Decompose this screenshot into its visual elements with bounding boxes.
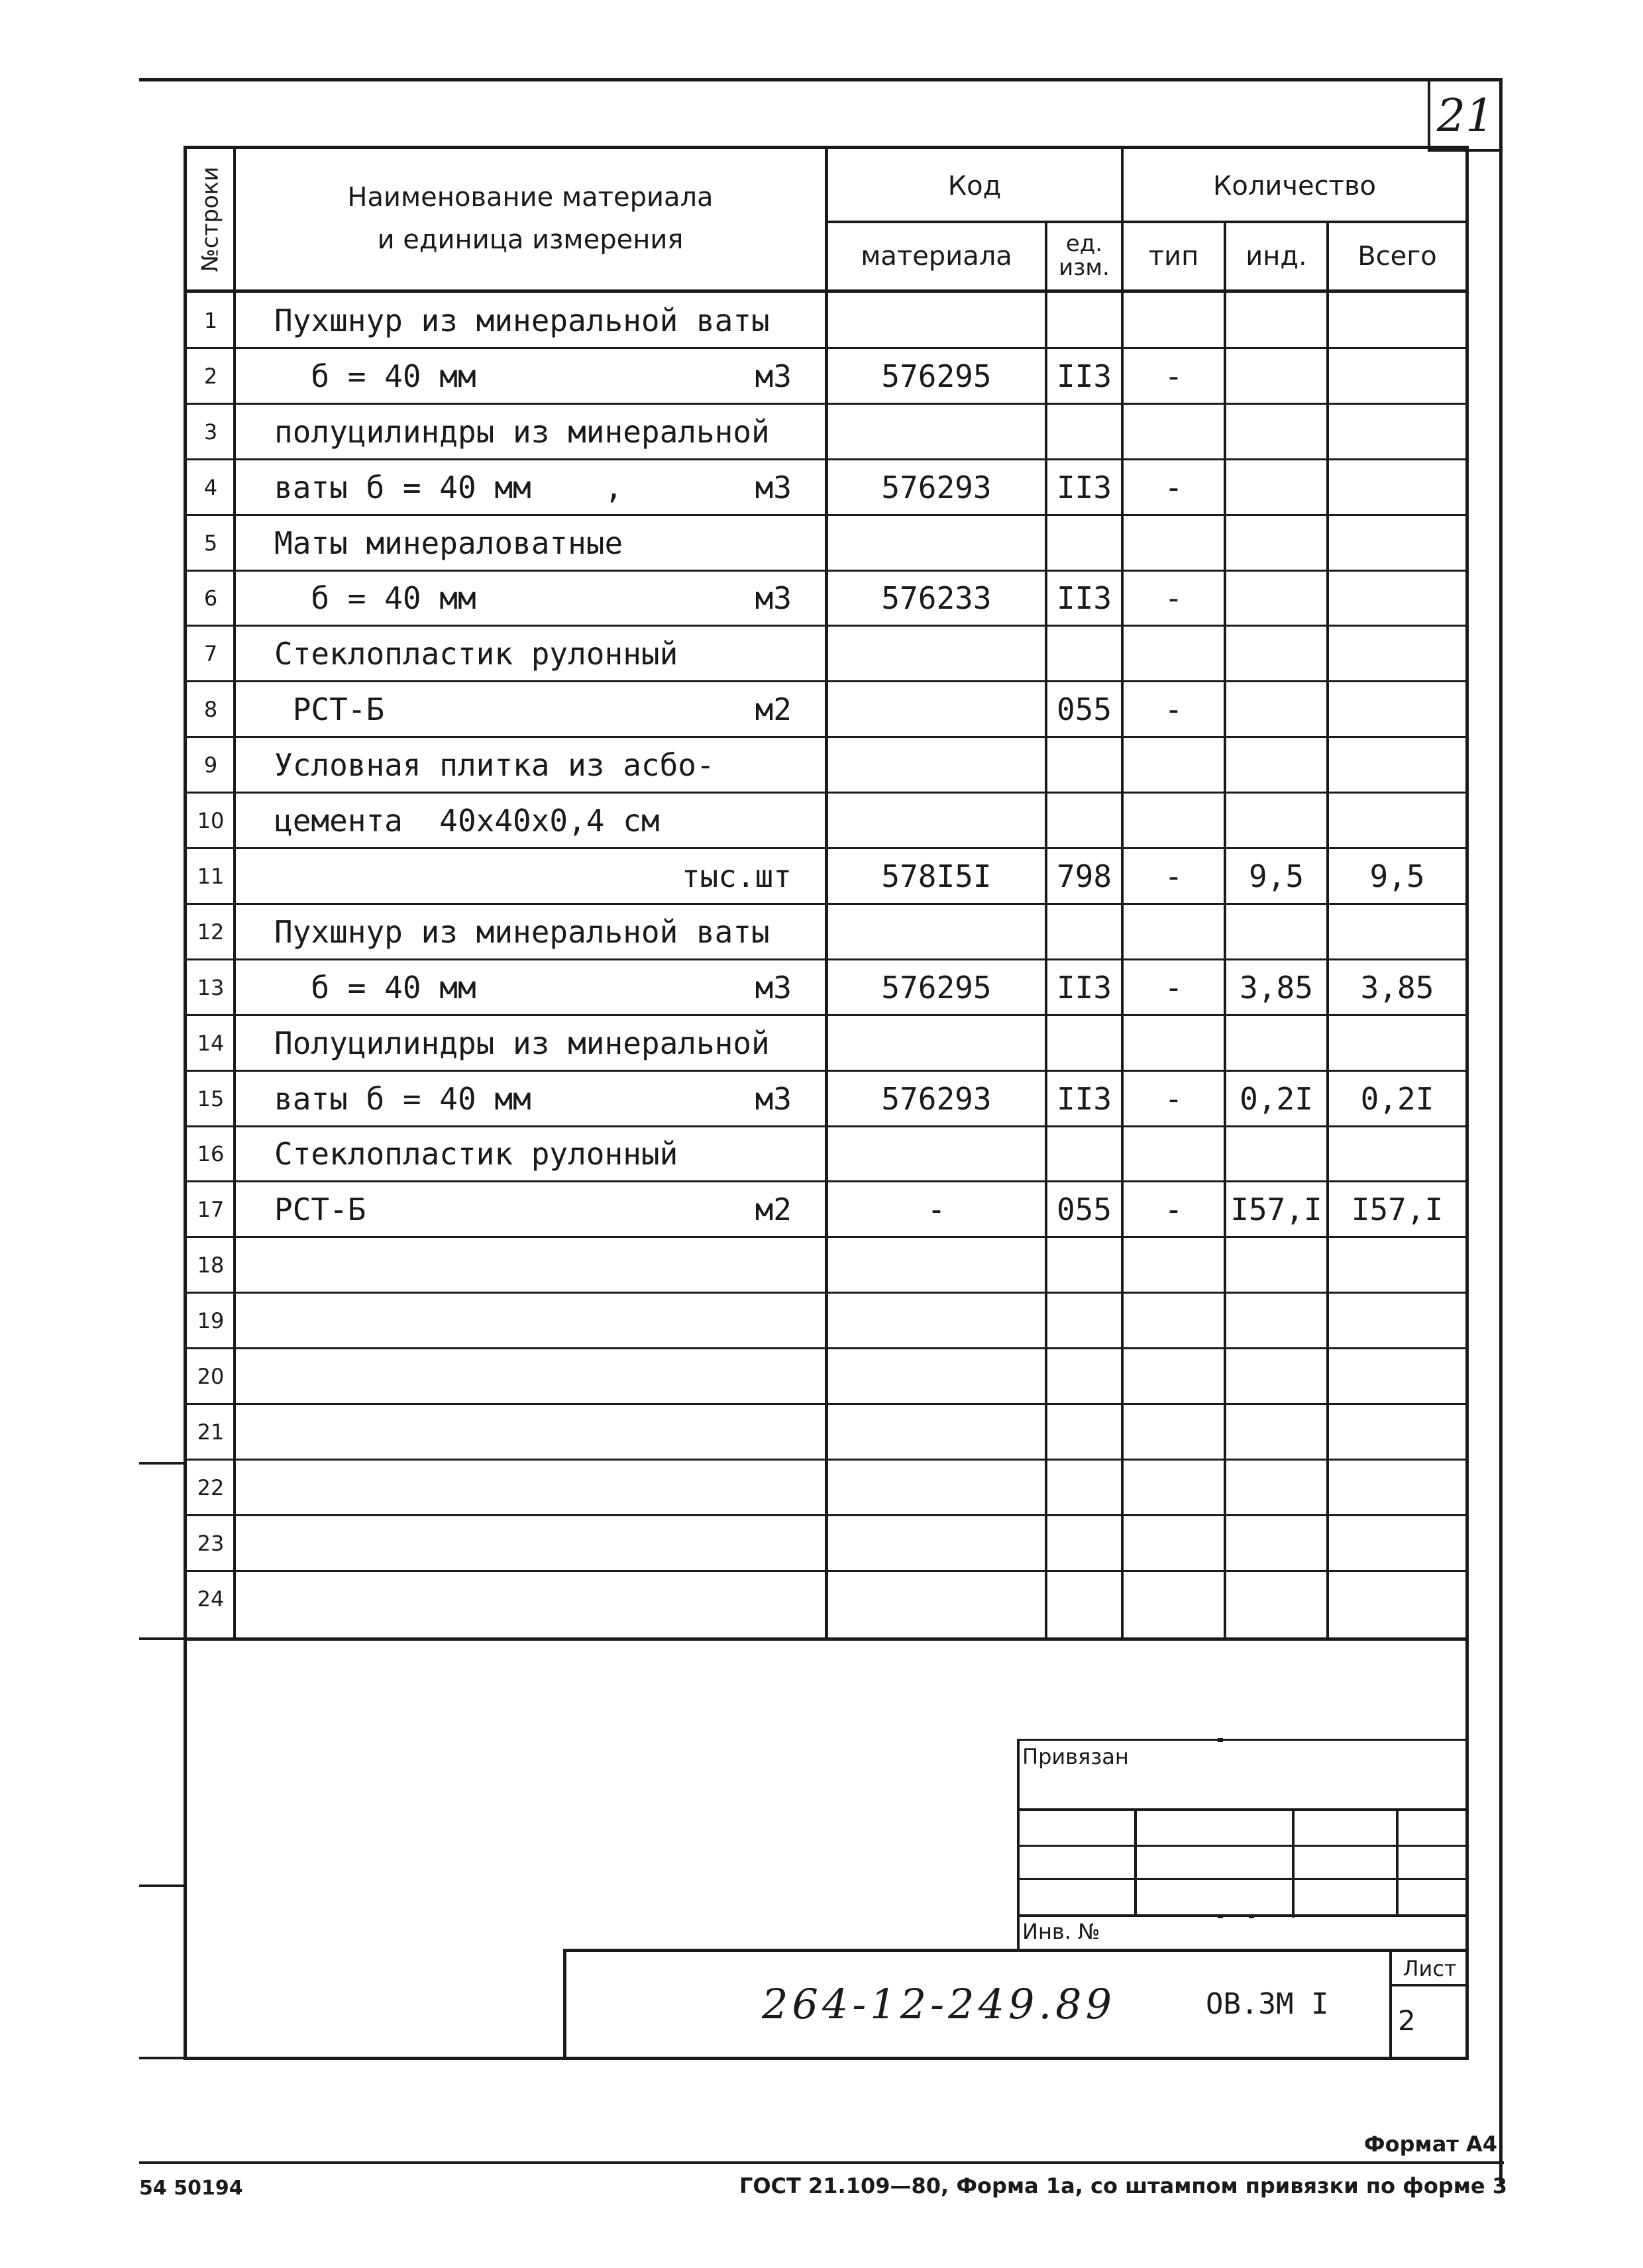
stamp-bottom-line (184, 2057, 1469, 2060)
unit-code (1047, 404, 1121, 460)
qty-ind (1226, 404, 1326, 460)
qty-ind (1226, 1349, 1326, 1404)
material-unit (662, 904, 792, 960)
unit-code (1047, 1460, 1121, 1516)
unit-code (1047, 1349, 1121, 1404)
format-label: Формат А4 (1363, 2132, 1497, 2157)
qty-ind (1226, 904, 1326, 960)
unit-code: 798 (1056, 858, 1112, 894)
qty-total (1329, 515, 1465, 571)
qty-type (1124, 793, 1224, 849)
qty-ind (1226, 1460, 1326, 1516)
qty-type: - (1164, 580, 1183, 617)
material-code (828, 1571, 1045, 1627)
qty-ind (1226, 626, 1326, 682)
qty-type (1124, 737, 1224, 793)
unit-code: 055 (1056, 1192, 1112, 1228)
material-code: 576293 (881, 469, 992, 505)
unit-code (1047, 1571, 1121, 1627)
unit-code: II3 (1056, 358, 1112, 394)
qty-type (1124, 1349, 1224, 1404)
unit-code (1047, 1127, 1121, 1182)
row-number: 8 (203, 697, 218, 723)
qty-ind (1226, 1404, 1326, 1460)
material-code (828, 1293, 1045, 1349)
qty-total (1329, 1571, 1465, 1627)
unit-code (1047, 737, 1121, 793)
material-unit: м2 (755, 692, 792, 728)
material-name: б = 40 мм (274, 969, 476, 1005)
unit-code (1047, 1293, 1121, 1349)
qty-type (1124, 626, 1224, 682)
privyazan-top (1017, 1739, 1467, 1741)
qty-total (1329, 1516, 1465, 1571)
list-mid-line (1389, 1984, 1467, 1986)
document-code: ОВ.ЗМ I (1206, 1986, 1329, 2021)
qty-ind: 9,5 (1248, 858, 1304, 894)
material-code (828, 737, 1045, 793)
material-code (828, 293, 1045, 348)
material-code: 578I5I (881, 858, 992, 894)
material-code (828, 1237, 1045, 1293)
material-unit (662, 1015, 792, 1071)
material-unit: м3 (755, 358, 792, 394)
qty-ind (1226, 682, 1326, 737)
row-number: 4 (203, 474, 218, 500)
material-code: 576295 (881, 969, 992, 1005)
header-name-line2: и единица измерения (377, 225, 684, 255)
qty-total (1329, 682, 1465, 737)
material-code (828, 904, 1045, 960)
margin-tick-4 (139, 2057, 186, 2059)
material-name: б = 40 мм (274, 358, 476, 394)
qty-type: - (1164, 469, 1183, 505)
docnum-top (563, 1949, 1467, 1952)
material-unit: м3 (755, 969, 792, 1005)
material-name: цемента 40х40х0,4 см (274, 803, 660, 839)
material-unit (662, 1237, 792, 1293)
qty-type (1124, 1127, 1224, 1182)
row-number: 17 (197, 1197, 225, 1223)
row-number: 23 (197, 1530, 225, 1556)
material-name: Пухшнур из минеральной ваты (274, 302, 770, 338)
header-code-material: материала (861, 241, 1012, 272)
material-unit (662, 1571, 792, 1627)
material-name: Маты минераловатные (274, 525, 623, 561)
unit-code: II3 (1056, 469, 1112, 505)
header-name-col (236, 166, 825, 272)
qty-total (1329, 404, 1465, 460)
material-unit: м2 (755, 1192, 792, 1228)
qty-type (1124, 904, 1224, 960)
row-number: 21 (197, 1419, 225, 1445)
material-name: Пухшнур из минеральной ваты (274, 913, 770, 950)
material-code (828, 682, 1045, 737)
qty-type (1124, 404, 1224, 460)
qty-total (1329, 737, 1465, 793)
unit-code (1047, 1015, 1121, 1071)
qty-total: 9,5 (1369, 858, 1425, 894)
qty-total (1329, 1404, 1465, 1460)
privyazan-line-1 (1017, 1808, 1467, 1811)
top-border-line (139, 78, 1501, 81)
qty-total (1329, 793, 1465, 849)
unit-code (1047, 293, 1121, 348)
header-qty-total: Всего (1357, 241, 1437, 272)
qty-type (1124, 1460, 1224, 1516)
row-number: 20 (197, 1364, 225, 1390)
material-unit: м3 (755, 580, 792, 617)
row-number: 11 (197, 863, 225, 889)
unit-code (1047, 1404, 1121, 1460)
footer-line (139, 2161, 1504, 2164)
header-code-unit: ед. изм. (1059, 231, 1110, 281)
material-unit (662, 404, 792, 460)
qty-total (1329, 1015, 1465, 1071)
header-code: Код (947, 170, 1002, 201)
unit-code (1047, 515, 1121, 571)
material-code (828, 1127, 1045, 1182)
material-code: 576233 (881, 580, 992, 617)
material-unit (662, 1349, 792, 1404)
dash-mark-1 (1218, 1738, 1223, 1742)
material-code (828, 1404, 1045, 1460)
material-code (828, 515, 1045, 571)
qty-type (1124, 515, 1224, 571)
qty-ind (1226, 1293, 1326, 1349)
material-unit (662, 793, 792, 849)
qty-ind (1226, 1015, 1326, 1071)
dash-mark-2 (1218, 1914, 1223, 1918)
row-number: 13 (197, 974, 225, 1000)
gost-caption: ГОСТ 21.109—80, Форма 1а, со штампом привязки по форме 3 (739, 2173, 1507, 2198)
privyazan-line-4 (1017, 1914, 1467, 1917)
material-name: Стеклопластик рулонный (274, 636, 678, 672)
unit-code (1047, 904, 1121, 960)
qty-total (1329, 293, 1465, 348)
document-number: 264-12-249.89 (762, 1979, 1116, 2028)
qty-type: - (1164, 1192, 1183, 1228)
qty-total (1329, 348, 1465, 404)
qty-type (1124, 1516, 1224, 1571)
privyazan-col-3 (1396, 1808, 1399, 1914)
row-number: 2 (203, 363, 218, 389)
material-unit (662, 737, 792, 793)
material-name: Условная плитка из асбо- (274, 747, 715, 784)
row-number: 18 (197, 1253, 225, 1278)
header-qty-type: тип (1148, 241, 1199, 272)
material-code (828, 404, 1045, 460)
archive-number: 54 50194 (139, 2176, 243, 2200)
qty-ind (1226, 348, 1326, 404)
qty-total (1329, 1237, 1465, 1293)
material-name: ваты б = 40 мм , (274, 469, 623, 505)
material-unit (662, 1127, 792, 1182)
list-value: 2 (1398, 2004, 1416, 2037)
qty-type (1124, 1404, 1224, 1460)
qty-total (1329, 626, 1465, 682)
qty-ind: 0,2I (1240, 1080, 1313, 1117)
unit-code: II3 (1056, 580, 1112, 617)
material-code (828, 1460, 1045, 1516)
qty-ind (1226, 1237, 1326, 1293)
qty-type (1124, 1293, 1224, 1349)
material-unit (662, 1460, 792, 1516)
privyazan-col-2 (1292, 1808, 1295, 1918)
material-code (828, 1516, 1045, 1571)
margin-tick-1 (139, 1462, 186, 1465)
material-code: 576293 (881, 1080, 992, 1117)
privyazan-line-2 (1017, 1845, 1467, 1847)
qty-total (1329, 1460, 1465, 1516)
unit-code (1047, 1237, 1121, 1293)
docnum-left (563, 1951, 566, 2059)
qty-ind (1226, 1127, 1326, 1182)
qty-ind: I57,I (1230, 1192, 1322, 1228)
material-unit (662, 626, 792, 682)
margin-tick-3 (139, 1884, 186, 1887)
qty-type: - (1164, 1080, 1183, 1117)
qty-ind (1226, 515, 1326, 571)
qty-type (1124, 1237, 1224, 1293)
row-number: 15 (197, 1086, 225, 1111)
unit-code (1047, 1516, 1121, 1571)
qty-ind (1226, 460, 1326, 515)
qty-type: - (1164, 358, 1183, 394)
sheet-number: 21 (1436, 89, 1495, 142)
list-label: Лист (1403, 1956, 1457, 1981)
row-number: 10 (197, 808, 225, 834)
privyazan-label: Привязан (1022, 1744, 1129, 1769)
material-name: полуцилиндры из минеральной (274, 413, 770, 450)
qty-total: 0,2I (1360, 1080, 1434, 1117)
right-outer-border (1499, 78, 1503, 2185)
material-unit: м3 (755, 1080, 792, 1117)
material-unit (662, 1293, 792, 1349)
material-code (828, 1349, 1045, 1404)
material-code (828, 793, 1045, 849)
row-number: 16 (197, 1141, 225, 1167)
dash-mark-3 (1249, 1914, 1254, 1918)
qty-total: I57,I (1351, 1192, 1444, 1228)
inv-no-label: Инв. № (1022, 1919, 1100, 1944)
material-unit (662, 293, 792, 348)
privyazan-col-1 (1134, 1808, 1137, 1916)
material-unit (662, 1516, 792, 1571)
qty-total (1329, 571, 1465, 627)
row-number: 9 (203, 752, 218, 778)
row-number: 3 (203, 419, 218, 444)
material-name: ваты б = 40 мм (274, 1080, 531, 1117)
material-name: Полуцилиндры из минеральной (274, 1025, 770, 1061)
qty-total: 3,85 (1360, 969, 1434, 1005)
material-name: РСТ-Б (274, 692, 385, 728)
row-number: 19 (197, 1308, 225, 1334)
material-unit (662, 515, 792, 571)
unit-code (1047, 793, 1121, 849)
qty-ind (1226, 737, 1326, 793)
qty-type (1124, 1015, 1224, 1071)
header-row-number (187, 149, 233, 289)
header-row-number-label: №строки (197, 166, 224, 272)
unit-code: II3 (1056, 1080, 1112, 1117)
qty-total (1329, 1127, 1465, 1182)
qty-total (1329, 460, 1465, 515)
table-right-border (1465, 151, 1469, 2060)
header-quantity: Количество (1212, 170, 1376, 201)
row-number: 6 (203, 586, 218, 611)
unit-code: II3 (1056, 969, 1112, 1005)
material-code (828, 1015, 1045, 1071)
qty-ind (1226, 571, 1326, 627)
unit-code: 055 (1056, 692, 1112, 728)
material-name: РСТ-Б (274, 1192, 366, 1228)
privyazan-line-3 (1017, 1878, 1467, 1880)
qty-ind (1226, 293, 1326, 348)
row-number: 1 (203, 307, 218, 333)
header-qty-ind: инд. (1246, 241, 1307, 272)
qty-type: - (1164, 692, 1183, 728)
row-number: 22 (197, 1474, 225, 1500)
material-name: б = 40 мм (274, 580, 476, 617)
header-name-line1: Наименование материала (347, 182, 714, 213)
qty-total (1329, 1293, 1465, 1349)
qty-type: - (1164, 858, 1183, 894)
material-code (828, 626, 1045, 682)
table-bottom-line (184, 1637, 1469, 1641)
list-col-left (1389, 1951, 1392, 2059)
material-unit: м3 (755, 469, 792, 505)
qty-ind: 3,85 (1240, 969, 1313, 1005)
material-code: - (927, 1192, 946, 1228)
unit-code (1047, 626, 1121, 682)
qty-type: - (1164, 969, 1183, 1005)
material-name: Стеклопластик рулонный (274, 1136, 678, 1172)
row-number: 5 (203, 530, 218, 556)
qty-type (1124, 1571, 1224, 1627)
material-code: 576295 (881, 358, 992, 394)
row-number: 24 (197, 1586, 225, 1612)
row-number: 14 (197, 1030, 225, 1056)
qty-ind (1226, 1516, 1326, 1571)
qty-ind (1226, 793, 1326, 849)
qty-total (1329, 1349, 1465, 1404)
qty-ind (1226, 1571, 1326, 1627)
qty-total (1329, 904, 1465, 960)
material-unit (662, 1404, 792, 1460)
row-number: 7 (203, 641, 218, 667)
margin-tick-2 (139, 1637, 186, 1640)
material-unit: тыс.шт (681, 858, 792, 894)
row-number: 12 (197, 919, 225, 945)
qty-type (1124, 293, 1224, 348)
